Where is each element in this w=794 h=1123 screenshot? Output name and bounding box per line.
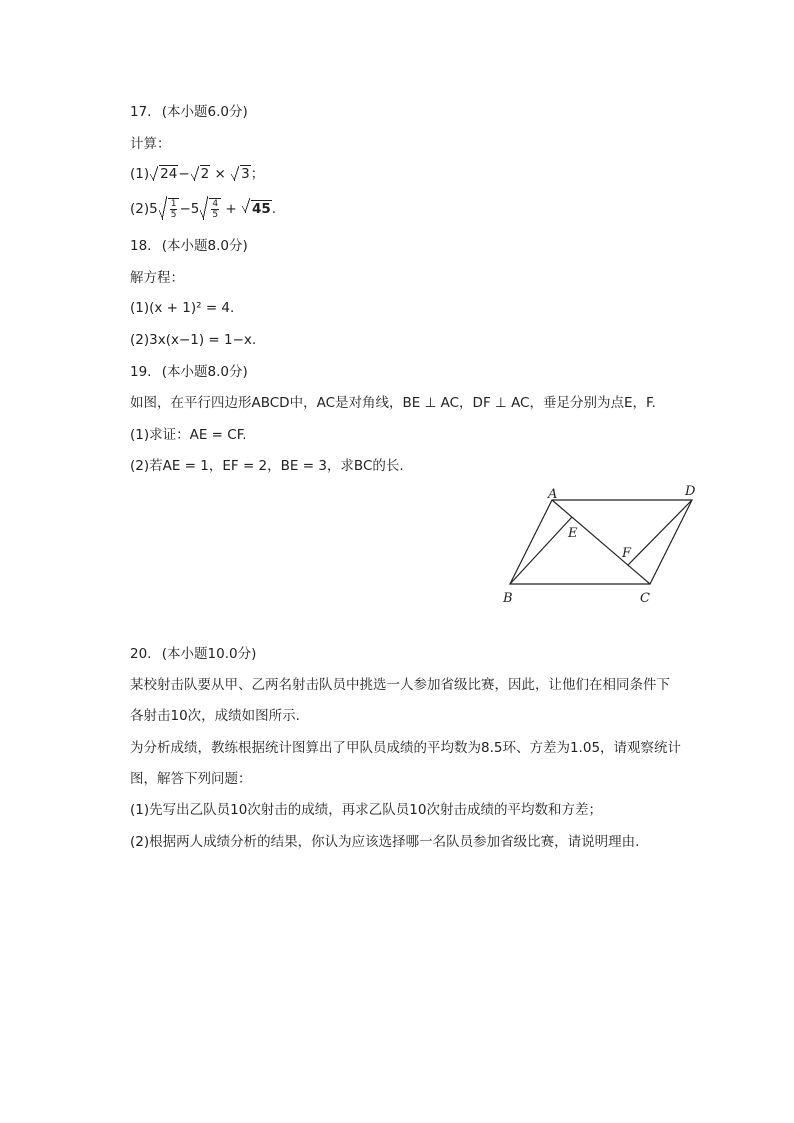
sqrt-frac-4-5: $\frac{4}{5}$ [200,196,221,222]
q17-prompt: 计算： [130,136,171,152]
q20-text-2: 各射击10次，成绩如图所示. [130,708,300,724]
q20-score: (本小题10.0分) [161,646,257,662]
q18-prompt: 解方程： [130,270,184,286]
label-c: C [640,591,650,606]
q18-score: (本小题8.0分) [161,238,248,254]
q17-heading [130,102,248,122]
label-a: A [548,487,558,502]
q19-part1: (1)求证：AE = CF. [130,427,247,443]
q20-heading [130,644,256,664]
q19-score: (本小题8.0分) [161,364,248,380]
q17-part2: (2)5 $\frac{1}{5}$ −5 $\frac{4}{5}$ + 45. [130,196,276,222]
q17-number: 17. [130,104,152,120]
diagonal-ac [552,500,650,584]
q18-number: 18. [130,238,152,254]
q19-text: 如图，在平行四边形ABCD中，AC是对角线，BE ⊥ AC，DF ⊥ AC，垂足分别为点E，F. [130,395,656,411]
q18-part1: (1)(x + 1)² = 4. [130,300,235,316]
segment-be [510,517,572,584]
q20-number: 20. [130,646,152,662]
q20-part1: (1)先写出乙队员10次射击的成绩，再求乙队员10次射击成绩的平均数和方差； [130,802,602,818]
q20-text-3: 为分析成绩，教练根据统计图算出了甲队员成绩的平均数为8.5环、方差为1.05，请观察统计 [130,740,682,756]
q20-text-1: 某校射击队要从甲、乙两名射击队员中挑选一人参加省级比赛，因此，让他们在相同条件下 [130,677,670,693]
label-f: F [622,546,632,561]
q18-heading [130,236,248,256]
segment-df [628,500,692,565]
sqrt-2: 2 [191,164,211,184]
label-d: D [685,484,696,499]
q19-number: 19. [130,364,152,380]
parallelogram-figure [490,478,710,613]
label-e: E [568,526,578,541]
q17-part1: (1) 24− 2 × 3； [130,166,265,182]
sqrt-24: 24 [150,164,178,184]
q17-score: (本小题6.0分) [161,104,248,120]
q20-text-4: 图，解答下列问题： [130,771,252,787]
label-b: B [503,591,513,606]
q19-part2: (2)若AE = 1，EF = 2，BE = 3，求BC的长. [130,458,404,474]
sqrt-frac-1-5: $\frac{1}{5}$ [159,196,180,222]
q18-part2: (2)3x(x−1) = 1−x. [130,332,257,348]
q20-part2: (2)根据两人成绩分析的结果，你认为应该选择哪一名队员参加省级比赛，请说明理由. [130,834,640,850]
sqrt-45: 45 [242,196,272,222]
q19-heading [130,362,248,382]
sqrt-3: 3 [231,164,251,184]
